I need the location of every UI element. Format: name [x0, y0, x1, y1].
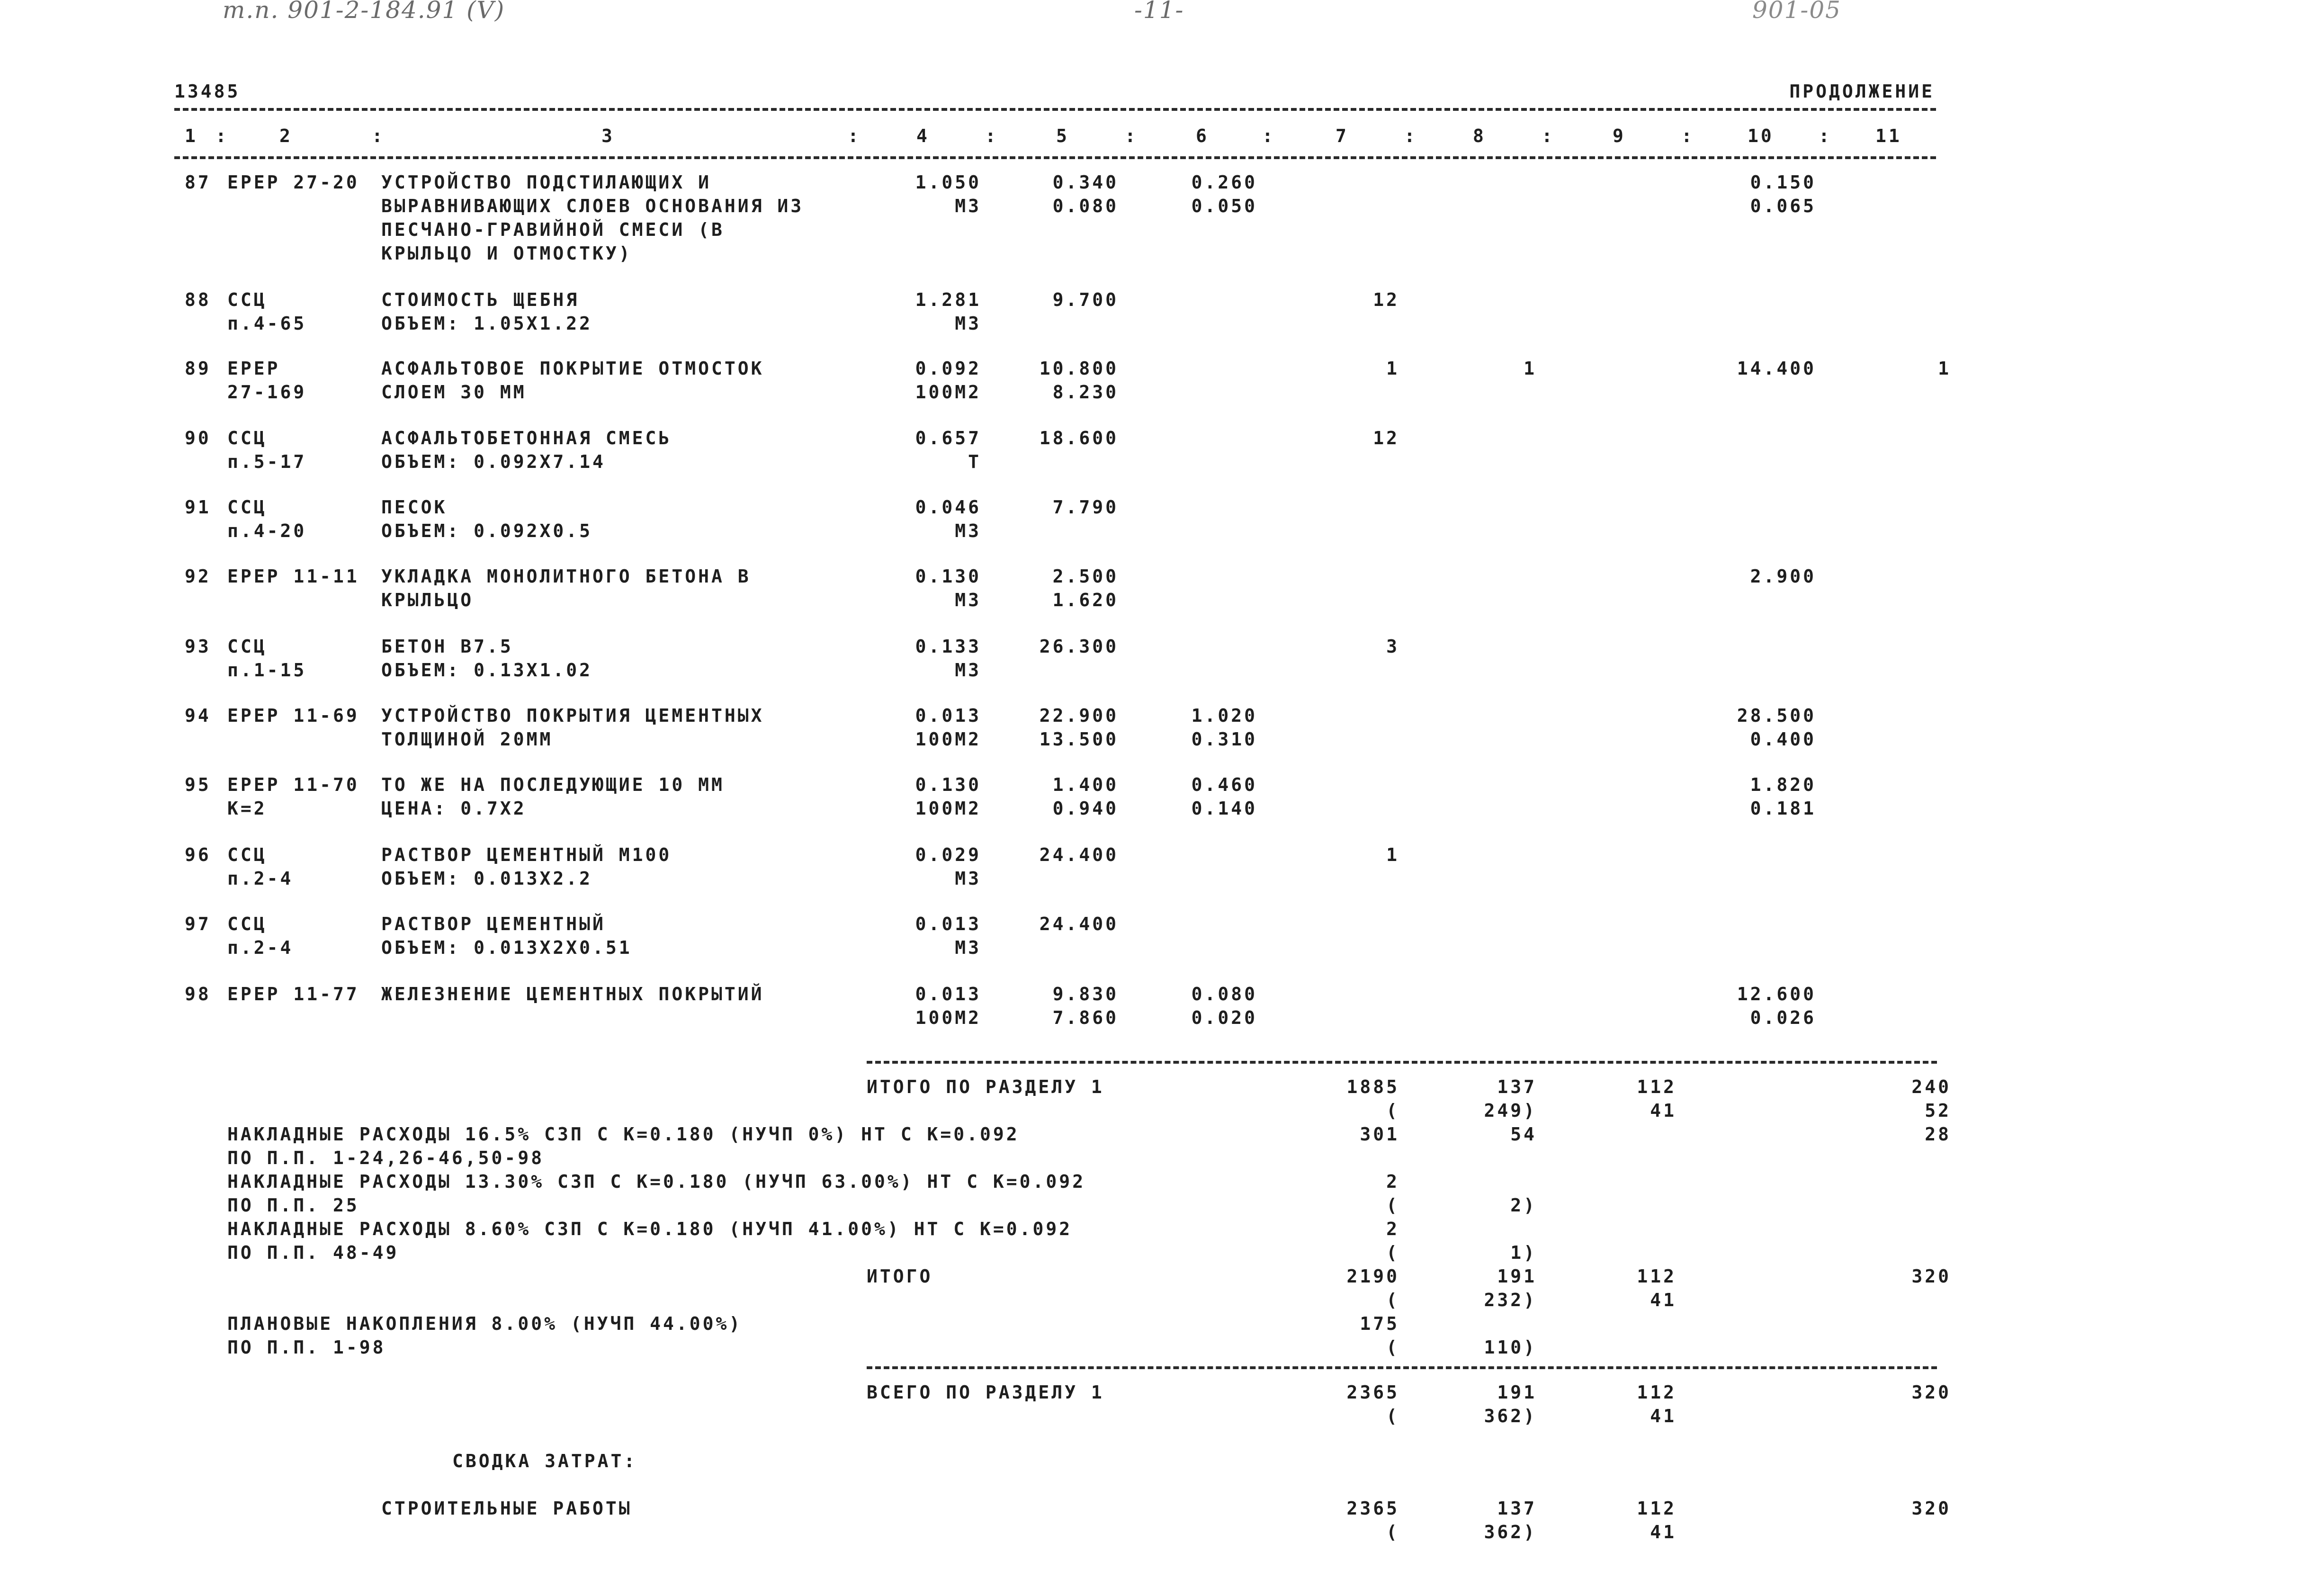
row-code: ЕРЕР 11-77	[227, 984, 359, 1004]
column-number-5: 5	[1056, 126, 1069, 146]
row-value-c4: М3	[955, 868, 981, 889]
row-code: ЕРЕР 11-70	[227, 774, 359, 795]
row-code: ЕРЕР 11-69	[227, 705, 359, 726]
section-total-value: 137	[1497, 1076, 1537, 1097]
row-value-c4: 0.657	[915, 428, 981, 448]
row-description: ОБЪЕМ: 1.05Х1.22	[381, 313, 593, 334]
overhead-value: (	[1386, 1242, 1399, 1263]
row-code: п.5-17	[227, 451, 307, 472]
row-value-c10: 0.065	[1750, 196, 1816, 216]
overhead-value: 28	[1925, 1124, 1951, 1145]
header-bottom-rule	[174, 156, 1936, 159]
subtotal-label: ИТОГО	[867, 1266, 933, 1287]
column-separator: :	[1542, 126, 1555, 146]
row-code: п.2-4	[227, 868, 294, 889]
row-value-c5: 24.400	[1039, 844, 1119, 865]
row-value-c5: 9.700	[1052, 289, 1119, 310]
row-value-c10: 2.900	[1750, 566, 1816, 587]
subtotal-value: 2190	[1346, 1266, 1399, 1287]
row-value-c4: 0.130	[915, 774, 981, 795]
row-value-c6: 0.140	[1191, 798, 1257, 819]
row-value-c4: 0.013	[915, 914, 981, 934]
overhead-value: (	[1386, 1195, 1399, 1216]
grand-total-value: 191	[1497, 1382, 1537, 1403]
row-description: ВЫРАВНИВАЮЩИХ СЛОЕВ ОСНОВАНИЯ ИЗ	[381, 196, 804, 216]
column-number-6: 6	[1196, 126, 1209, 146]
overhead-line: НАКЛАДНЫЕ РАСХОДЫ 16.5% СЗП С К=0.180 (НУЧП 0%) НТ С К=0.092	[227, 1124, 1020, 1145]
row-description: СЛОЕМ 30 ММ	[381, 382, 527, 403]
row-description: ТО ЖЕ НА ПОСЛЕДУЮЩИЕ 10 ММ	[381, 774, 725, 795]
row-number: 94	[185, 705, 211, 726]
row-value-c4: М3	[955, 937, 981, 958]
column-separator: :	[848, 126, 861, 146]
row-description: ПЕСОК	[381, 497, 448, 518]
row-number: 88	[185, 289, 211, 310]
column-number-9: 9	[1613, 126, 1626, 146]
row-value-c4: М3	[955, 590, 981, 610]
grand-total-label: ВСЕГО ПО РАЗДЕЛУ 1	[867, 1382, 1104, 1403]
grand-total-value: 41	[1650, 1406, 1677, 1426]
row-value-c5: 0.080	[1052, 196, 1119, 216]
row-code: ССЦ	[227, 289, 267, 310]
row-value-c4: 100М2	[915, 729, 981, 750]
row-description: РАСТВОР ЦЕМЕНТНЫЙ	[381, 914, 606, 934]
planned-savings-line: ПО П.П. 1-98	[227, 1337, 386, 1358]
overhead-line: ПО П.П. 1-24,26-46,50-98	[227, 1148, 545, 1168]
overhead-value: 54	[1510, 1124, 1537, 1145]
row-number: 87	[185, 172, 211, 193]
row-number: 95	[185, 774, 211, 795]
row-code: п.2-4	[227, 937, 294, 958]
row-value-c10: 0.026	[1750, 1007, 1816, 1028]
row-code: ЕРЕР 11-11	[227, 566, 359, 587]
row-description: ОБЪЕМ: 0.092Х0.5	[381, 520, 593, 541]
grand-total-value: 112	[1637, 1382, 1677, 1403]
row-description: КРЫЛЬЦО И ОТМОСТКУ)	[381, 243, 632, 264]
row-description: СТОИМОСТЬ ЩЕБНЯ	[381, 289, 580, 310]
column-separator: :	[985, 126, 998, 146]
row-description: ОБЪЕМ: 0.013Х2Х0.51	[381, 937, 632, 958]
column-number-8: 8	[1473, 126, 1486, 146]
overhead-value: 301	[1360, 1124, 1399, 1145]
overhead-line: ПО П.П. 48-49	[227, 1242, 399, 1263]
subtotal-value: 320	[1911, 1266, 1951, 1287]
row-code: ЕРЕР	[227, 358, 280, 379]
construction-works-value: 137	[1497, 1498, 1537, 1519]
section-total-value: 112	[1637, 1076, 1677, 1097]
row-value-c4: 0.130	[915, 566, 981, 587]
column-separator: :	[1125, 126, 1138, 146]
row-code: 27-169	[227, 382, 307, 403]
row-value-c10: 0.181	[1750, 798, 1816, 819]
row-code: ССЦ	[227, 497, 267, 518]
planned-savings-line: ПЛАНОВЫЕ НАКОПЛЕНИЯ 8.00% (НУЧП 44.00%)	[227, 1313, 743, 1334]
row-code: п.4-20	[227, 520, 307, 541]
row-value-c7: 1	[1386, 358, 1399, 379]
row-value-c5: 18.600	[1039, 428, 1119, 448]
overhead-value: 2	[1386, 1171, 1399, 1192]
column-number-3: 3	[601, 126, 615, 146]
section-total-value: 52	[1925, 1100, 1951, 1121]
row-description: АСФАЛЬТОВОЕ ПОКРЫТИЕ ОТМОСТОК	[381, 358, 764, 379]
document-code: 13485	[174, 81, 241, 102]
row-value-c6: 0.080	[1191, 984, 1257, 1004]
handwritten-right-note: 901-05	[1752, 0, 1841, 24]
column-number-11: 11	[1875, 126, 1902, 146]
row-description: УСТРОЙСТВО ПОКРЫТИЯ ЦЕМЕНТНЫХ	[381, 705, 764, 726]
construction-works-value: 362)	[1484, 1522, 1537, 1542]
handwritten-left-note: т.п. 901-2-184.91 (V)	[223, 0, 505, 24]
construction-works-value: (	[1386, 1522, 1399, 1542]
row-value-c5: 0.940	[1052, 798, 1119, 819]
row-value-c4: 0.029	[915, 844, 981, 865]
planned-savings-value: (	[1386, 1337, 1399, 1358]
section-total-value: 249)	[1484, 1100, 1537, 1121]
column-separator: :	[215, 126, 229, 146]
subtotal-value: (	[1386, 1290, 1399, 1310]
row-number: 93	[185, 636, 211, 657]
row-value-c5: 7.790	[1052, 497, 1119, 518]
row-description: ОБЪЕМ: 0.13Х1.02	[381, 660, 593, 681]
row-code: К=2	[227, 798, 267, 819]
row-code: ССЦ	[227, 428, 267, 448]
row-value-c4: 0.092	[915, 358, 981, 379]
row-value-c4: 0.013	[915, 984, 981, 1004]
overhead-line: НАКЛАДНЫЕ РАСХОДЫ 13.30% СЗП С К=0.180 (НУЧП 63.00%) НТ С К=0.092	[227, 1171, 1086, 1192]
row-value-c4: Т	[968, 451, 981, 472]
row-value-c11: 1	[1938, 358, 1951, 379]
row-description: БЕТОН В7.5	[381, 636, 513, 657]
row-number: 89	[185, 358, 211, 379]
row-value-c5: 1.400	[1052, 774, 1119, 795]
row-value-c7: 12	[1373, 428, 1399, 448]
column-separator: :	[1404, 126, 1417, 146]
construction-works-value: 320	[1911, 1498, 1951, 1519]
row-value-c5: 1.620	[1052, 590, 1119, 610]
row-value-c4: 1.281	[915, 289, 981, 310]
column-number-4: 4	[916, 126, 930, 146]
column-number-2: 2	[279, 126, 293, 146]
row-description: ОБЪЕМ: 0.013Х2.2	[381, 868, 593, 889]
row-value-c6: 0.020	[1191, 1007, 1257, 1028]
row-number: 96	[185, 844, 211, 865]
subtotal-value: 232)	[1484, 1290, 1537, 1310]
row-value-c4: 100М2	[915, 1007, 981, 1028]
column-separator: :	[1681, 126, 1694, 146]
row-value-c8: 1	[1524, 358, 1537, 379]
row-code: ССЦ	[227, 844, 267, 865]
row-value-c4: М3	[955, 660, 981, 681]
row-value-c4: М3	[955, 520, 981, 541]
row-number: 97	[185, 914, 211, 934]
row-value-c10: 0.150	[1750, 172, 1816, 193]
row-value-c4: 1.050	[915, 172, 981, 193]
subtotal-value: 41	[1650, 1290, 1677, 1310]
summary-title: СВОДКА ЗАТРАТ:	[452, 1451, 637, 1471]
overhead-line: ПО П.П. 25	[227, 1195, 359, 1216]
column-separator: :	[372, 126, 385, 146]
section-total-rule	[867, 1061, 1937, 1064]
grand-total-value: 2365	[1346, 1382, 1399, 1403]
row-description: УСТРОЙСТВО ПОДСТИЛАЮЩИХ И	[381, 172, 711, 193]
row-value-c4: 0.133	[915, 636, 981, 657]
construction-works-value: 41	[1650, 1522, 1677, 1542]
row-value-c10: 14.400	[1737, 358, 1816, 379]
row-number: 91	[185, 497, 211, 518]
row-value-c5: 2.500	[1052, 566, 1119, 587]
row-number: 92	[185, 566, 211, 587]
section-total-value: 41	[1650, 1100, 1677, 1121]
planned-savings-value: 175	[1360, 1313, 1399, 1334]
row-description: ЖЕЛЕЗНЕНИЕ ЦЕМЕНТНЫХ ПОКРЫТИЙ	[381, 984, 764, 1004]
row-number: 90	[185, 428, 211, 448]
row-description: АСФАЛЬТОБЕТОННАЯ СМЕСЬ	[381, 428, 672, 448]
row-code: ССЦ	[227, 914, 267, 934]
section-total-value: 1885	[1346, 1076, 1399, 1097]
column-number-1: 1	[185, 126, 198, 146]
construction-works-value: 2365	[1346, 1498, 1399, 1519]
grand-total-value: 362)	[1484, 1406, 1537, 1426]
row-value-c4: 100М2	[915, 798, 981, 819]
row-value-c5: 7.860	[1052, 1007, 1119, 1028]
row-value-c5: 8.230	[1052, 382, 1119, 403]
row-value-c5: 22.900	[1039, 705, 1119, 726]
row-code: ССЦ	[227, 636, 267, 657]
column-separator: :	[1819, 126, 1832, 146]
overhead-value: 2	[1386, 1219, 1399, 1239]
row-value-c4: 100М2	[915, 382, 981, 403]
row-value-c7: 1	[1386, 844, 1399, 865]
row-description: КРЫЛЬЦО	[381, 590, 474, 610]
row-value-c5: 26.300	[1039, 636, 1119, 657]
header-top-rule	[174, 108, 1936, 111]
row-description: ОБЪЕМ: 0.092Х7.14	[381, 451, 606, 472]
column-number-7: 7	[1336, 126, 1349, 146]
row-value-c10: 1.820	[1750, 774, 1816, 795]
construction-works-value: 112	[1637, 1498, 1677, 1519]
section-total-label: ИТОГО ПО РАЗДЕЛУ 1	[867, 1076, 1104, 1097]
continuation-label: ПРОДОЛЖЕНИЕ	[1789, 81, 1935, 102]
row-code: п.1-15	[227, 660, 307, 681]
column-separator: :	[1262, 126, 1275, 146]
subtotal-value: 112	[1637, 1266, 1677, 1287]
row-description: РАСТВОР ЦЕМЕНТНЫЙ М100	[381, 844, 672, 865]
overhead-value: 1)	[1510, 1242, 1537, 1263]
row-value-c5: 10.800	[1039, 358, 1119, 379]
row-value-c4: М3	[955, 313, 981, 334]
planned-savings-value: 110)	[1484, 1337, 1537, 1358]
row-value-c6: 1.020	[1191, 705, 1257, 726]
row-value-c10: 28.500	[1737, 705, 1816, 726]
row-number: 98	[185, 984, 211, 1004]
section-total-value: (	[1386, 1100, 1399, 1121]
row-value-c4: 0.013	[915, 705, 981, 726]
row-code: ЕРЕР 27-20	[227, 172, 359, 193]
grand-total-value: (	[1386, 1406, 1399, 1426]
grand-total-value: 320	[1911, 1382, 1951, 1403]
column-number-10: 10	[1748, 126, 1774, 146]
row-description: ЦЕНА: 0.7Х2	[381, 798, 527, 819]
row-description: УКЛАДКА МОНОЛИТНОГО БЕТОНА В	[381, 566, 751, 587]
row-value-c6: 0.050	[1191, 196, 1257, 216]
grand-total-rule	[867, 1366, 1937, 1369]
overhead-value: 2)	[1510, 1195, 1537, 1216]
row-value-c10: 12.600	[1737, 984, 1816, 1004]
subtotal-value: 191	[1497, 1266, 1537, 1287]
row-value-c6: 0.460	[1191, 774, 1257, 795]
row-description: ПЕСЧАНО-ГРАВИЙНОЙ СМЕСИ (В	[381, 219, 725, 240]
row-value-c5: 13.500	[1039, 729, 1119, 750]
construction-works-label: СТРОИТЕЛЬНЫЕ РАБОТЫ	[381, 1498, 632, 1519]
handwritten-page-number: -11-	[1134, 0, 1184, 24]
row-value-c5: 0.340	[1052, 172, 1119, 193]
row-value-c10: 0.400	[1750, 729, 1816, 750]
row-value-c5: 24.400	[1039, 914, 1119, 934]
row-value-c6: 0.260	[1191, 172, 1257, 193]
row-value-c6: 0.310	[1191, 729, 1257, 750]
row-value-c7: 3	[1386, 636, 1399, 657]
row-code: п.4-65	[227, 313, 307, 334]
section-total-value: 240	[1911, 1076, 1951, 1097]
row-description: ТОЛЩИНОЙ 20ММ	[381, 729, 553, 750]
row-value-c7: 12	[1373, 289, 1399, 310]
row-value-c4: 0.046	[915, 497, 981, 518]
overhead-line: НАКЛАДНЫЕ РАСХОДЫ 8.60% СЗП С К=0.180 (НУЧП 41.00%) НТ С К=0.092	[227, 1219, 1073, 1239]
row-value-c4: М3	[955, 196, 981, 216]
row-value-c5: 9.830	[1052, 984, 1119, 1004]
